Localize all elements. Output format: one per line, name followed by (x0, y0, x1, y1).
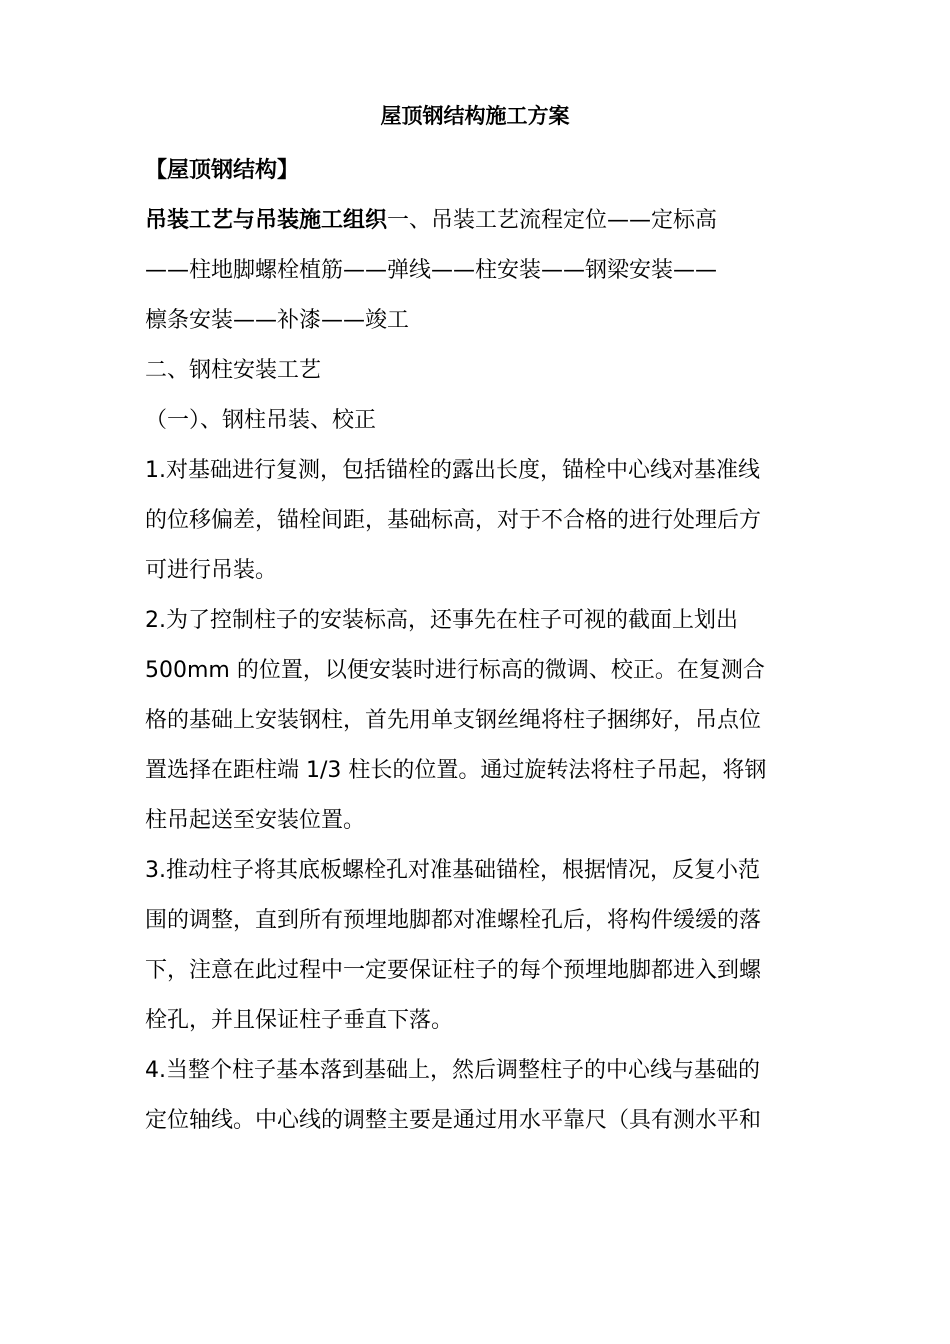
subheading-line (145, 196, 825, 246)
text-line: 檩条安装——补漆——竣工 (145, 308, 410, 333)
subheading-bold: 吊装工艺与吊装施工组织 (145, 208, 388, 233)
text-line: 下，注意在此过程中一定要保证柱子的每个预埋地脚都进入到螺 (145, 958, 762, 983)
text-line: 500mm 的位置，以便安装时进行标高的微调、校正。在复测合 (145, 658, 765, 683)
text-line: （一）、钢柱吊装、校正 (145, 408, 377, 433)
section-heading: 【屋顶钢结构】 (145, 158, 300, 183)
text-line: 格的基础上安装钢柱，首先用单支钢丝绳将柱子捆绑好，吊点位 (145, 708, 762, 733)
text-line: 柱吊起送至安装位置。 (145, 808, 366, 833)
text-line: 1.对基础进行复测，包括锚栓的露出长度，锚栓中心线对基准线 (145, 458, 760, 483)
text-line: 定位轴线。中心线的调整主要是通过用水平靠尺（具有测水平和 (145, 1108, 762, 1133)
text-line: 的位移偏差，锚栓间距，基础标高，对于不合格的进行处理后方 (145, 508, 762, 533)
text-line: 可进行吊装。 (145, 558, 278, 583)
document-title: 屋顶钢结构施工方案 (380, 104, 570, 128)
text-line: 4.当整个柱子基本落到基础上，然后调整柱子的中心线与基础的 (145, 1058, 760, 1083)
text-line: ——柱地脚螺栓植筋——弹线——柱安装——钢梁安装—— (145, 258, 718, 283)
text-line: 二、钢柱安装工艺 (145, 358, 322, 383)
document-body (145, 146, 825, 1146)
text-line: 3.推动柱子将其底板螺栓孔对准基础锚栓，根据情况，反复小范 (145, 858, 760, 883)
text-line: 栓孔，并且保证柱子垂直下落。 (145, 1008, 454, 1033)
text-line: 置选择在距柱端 1/3 柱长的位置。通过旋转法将柱子吊起，将钢 (145, 758, 767, 783)
text-line: 围的调整，直到所有预埋地脚都对准螺栓孔后，将构件缓缓的落 (145, 908, 762, 933)
text-line: 2.为了控制柱子的安装标高，还事先在柱子可视的截面上划出 (145, 608, 738, 633)
subheading-rest: 一、吊装工艺流程定位——定标高 (387, 208, 718, 233)
